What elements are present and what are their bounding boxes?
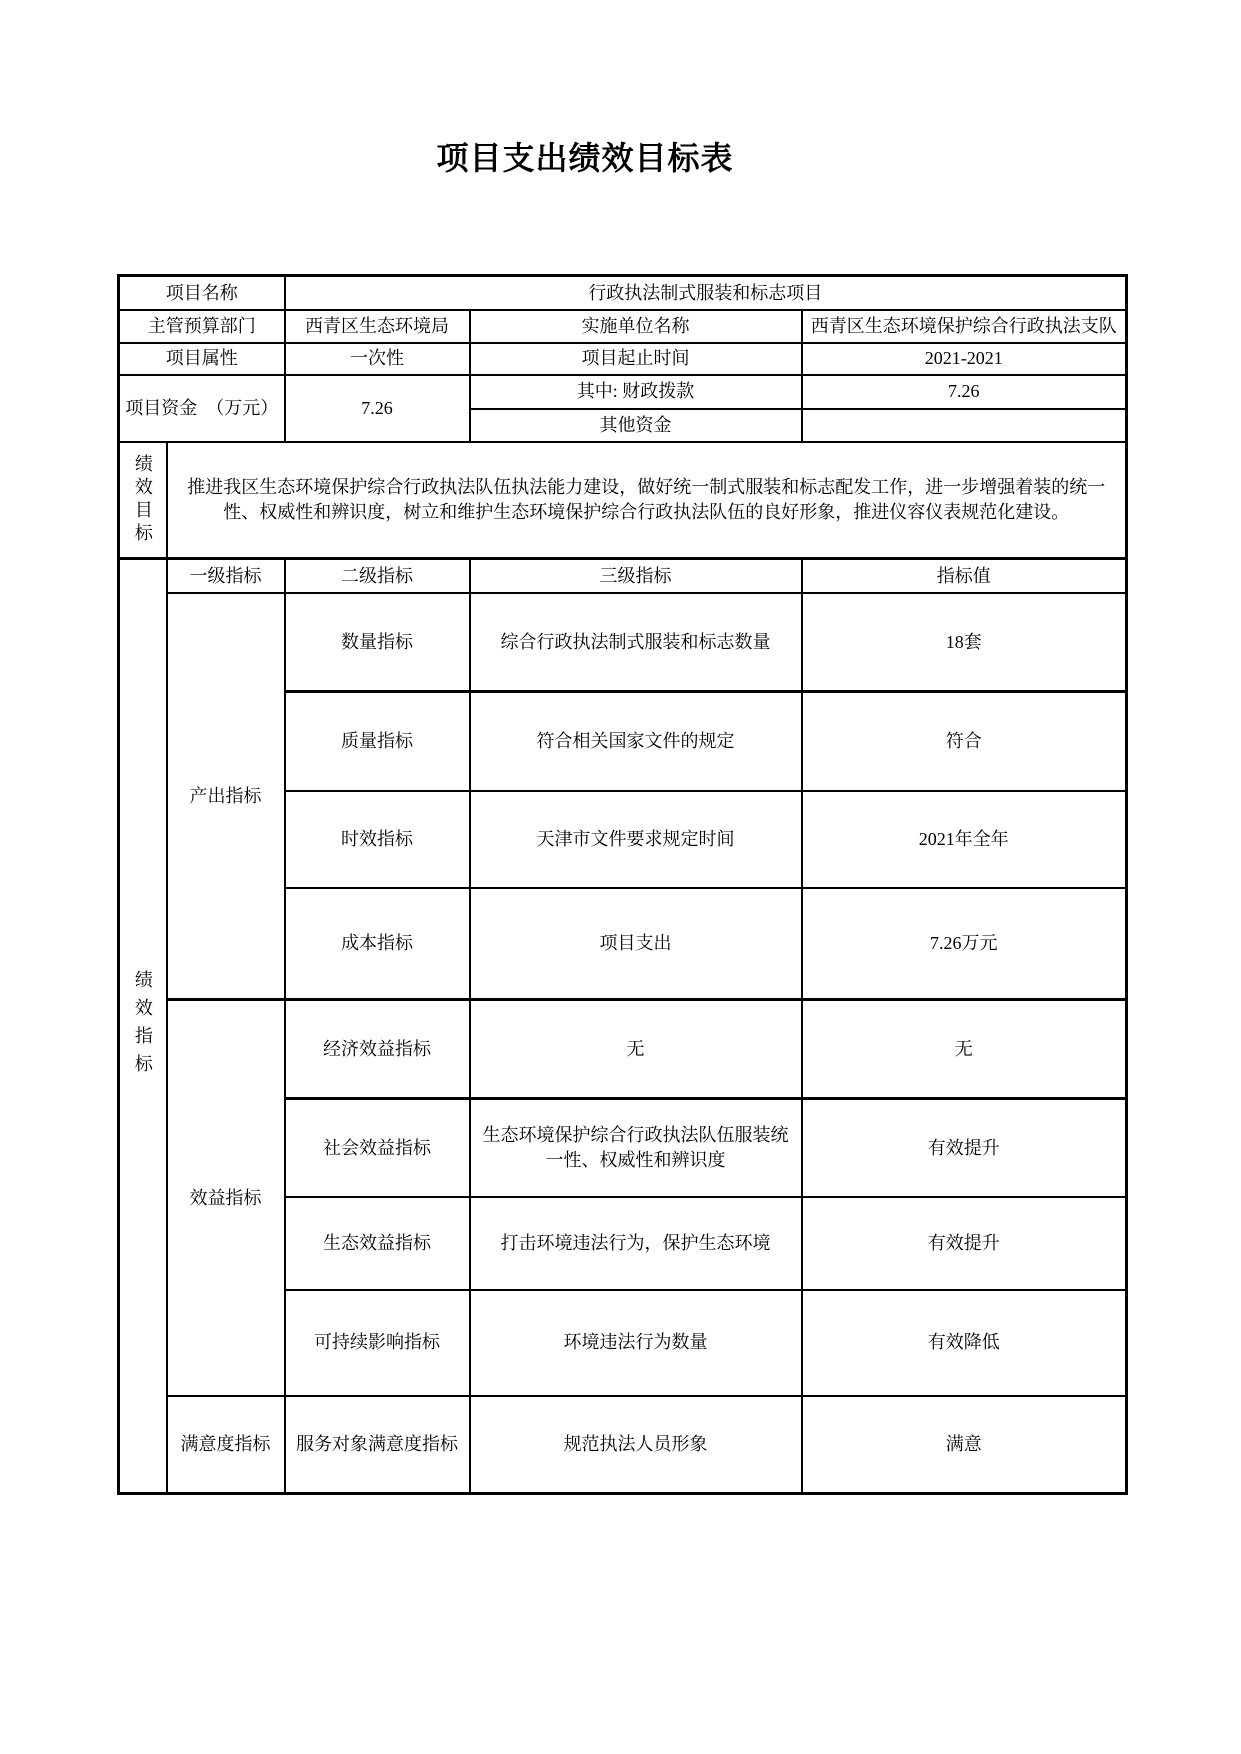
project-attribute-value: 一次性 <box>285 343 470 375</box>
project-fund-value: 7.26 <box>285 375 470 442</box>
value-cell: 有效降低 <box>802 1290 1127 1396</box>
level3-cell: 无 <box>470 1000 802 1099</box>
row-economic-benefit-indicator <box>119 1000 1127 1099</box>
fiscal-allocation-value: 7.26 <box>802 375 1127 409</box>
project-name-value: 行政执法制式服装和标志项目 <box>285 276 1127 310</box>
performance-target-label: 绩效目标 <box>119 442 167 559</box>
level2-cell: 社会效益指标 <box>285 1099 470 1197</box>
implement-unit-value: 西青区生态环境保护综合行政执法支队 <box>802 310 1127 343</box>
value-cell: 2021年全年 <box>802 791 1127 888</box>
row-quantity-indicator <box>119 593 1127 692</box>
row-project-fund <box>119 375 1127 409</box>
row-project-attribute <box>119 343 1127 375</box>
group-benefit-label: 效益指标 <box>167 1000 285 1396</box>
level2-cell: 生态效益指标 <box>285 1197 470 1290</box>
group-satisfaction-label: 满意度指标 <box>167 1396 285 1494</box>
level2-cell: 数量指标 <box>285 593 470 692</box>
level2-cell: 成本指标 <box>285 888 470 1000</box>
level2-cell: 可持续影响指标 <box>285 1290 470 1396</box>
row-performance-target <box>119 442 1127 559</box>
fiscal-allocation-label: 其中: 财政拨款 <box>470 375 802 409</box>
level3-cell: 环境违法行为数量 <box>470 1290 802 1396</box>
header-level3: 三级指标 <box>470 559 802 593</box>
budget-department-label: 主管预算部门 <box>119 310 285 343</box>
project-period-label: 项目起止时间 <box>470 343 802 375</box>
row-satisfaction-indicator <box>119 1396 1127 1494</box>
value-cell: 7.26万元 <box>802 888 1127 1000</box>
group-output-label: 产出指标 <box>167 593 285 1000</box>
performance-indicators-label: 绩效指标 <box>119 559 167 1494</box>
value-cell: 18套 <box>802 593 1127 692</box>
performance-target-table <box>117 274 1128 1495</box>
other-fund-label: 其他资金 <box>470 409 802 442</box>
level2-cell: 服务对象满意度指标 <box>285 1396 470 1494</box>
row-indicator-header <box>119 559 1127 593</box>
row-budget-department <box>119 310 1127 343</box>
value-cell: 无 <box>802 1000 1127 1099</box>
performance-target-text: 推进我区生态环境保护综合行政执法队伍执法能力建设，做好统一制式服装和标志配发工作，进一步增强着装的统一性、权威性和辨识度，树立和维护生态环境保护综合行政执法队伍的良好形象，推进仪容仪表规范化建设。 <box>167 442 1127 559</box>
project-name-label: 项目名称 <box>119 276 285 310</box>
level3-cell: 生态环境保护综合行政执法队伍服装统一性、权威性和辨识度 <box>470 1099 802 1197</box>
level3-cell: 项目支出 <box>470 888 802 1000</box>
page-title: 项目支出绩效目标表 <box>436 140 734 176</box>
level3-cell: 符合相关国家文件的规定 <box>470 692 802 791</box>
level2-cell: 时效指标 <box>285 791 470 888</box>
budget-department-value: 西青区生态环境局 <box>285 310 470 343</box>
value-cell: 满意 <box>802 1396 1127 1494</box>
row-project-name <box>119 276 1127 310</box>
level3-cell: 综合行政执法制式服装和标志数量 <box>470 593 802 692</box>
value-cell: 有效提升 <box>802 1197 1127 1290</box>
project-fund-label: 项目资金 （万元） <box>119 375 285 442</box>
header-value: 指标值 <box>802 559 1127 593</box>
value-cell: 有效提升 <box>802 1099 1127 1197</box>
level3-cell: 天津市文件要求规定时间 <box>470 791 802 888</box>
level2-cell: 经济效益指标 <box>285 1000 470 1099</box>
project-period-value: 2021-2021 <box>802 343 1127 375</box>
level3-cell: 规范执法人员形象 <box>470 1396 802 1494</box>
header-level2: 二级指标 <box>285 559 470 593</box>
other-fund-value <box>802 409 1127 442</box>
header-level1: 一级指标 <box>167 559 285 593</box>
implement-unit-label: 实施单位名称 <box>470 310 802 343</box>
value-cell: 符合 <box>802 692 1127 791</box>
project-attribute-label: 项目属性 <box>119 343 285 375</box>
level3-cell: 打击环境违法行为，保护生态环境 <box>470 1197 802 1290</box>
level2-cell: 质量指标 <box>285 692 470 791</box>
